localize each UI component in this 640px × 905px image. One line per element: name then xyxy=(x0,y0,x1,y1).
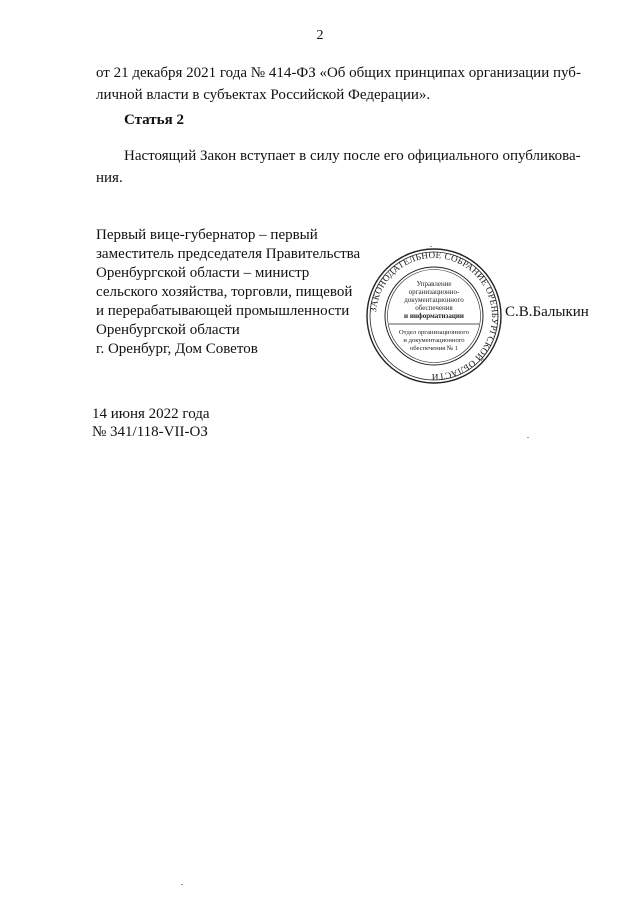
place-of-signing: г. Оренбург, Дом Советов xyxy=(96,341,258,357)
seal-inner-line: Управление xyxy=(416,280,452,288)
seal-inner-line: и документационного xyxy=(403,337,465,344)
intro-paragraph-line-2: личной власти в субъектах Российской Федерации». xyxy=(96,87,431,103)
signatory-title xyxy=(96,226,360,340)
signatory-title-line: Оренбургской области – министр xyxy=(96,265,310,281)
signatory-name: С.В.Балыкин xyxy=(505,304,589,320)
seal-inner-line: обеспечения № 1 xyxy=(409,345,459,352)
seal-inner-line: документационного xyxy=(404,296,464,304)
article-heading: Статья 2 xyxy=(124,112,184,128)
signatory-title-line: и перерабатывающей промышленности xyxy=(96,303,350,319)
seal-inner-line: организационно- xyxy=(408,288,460,296)
seal-inner-line: и информатизации xyxy=(404,312,464,320)
scan-speck xyxy=(527,437,529,438)
scan-speck xyxy=(181,884,183,885)
scan-speck xyxy=(430,246,432,247)
intro-paragraph-line-1: от 21 декабря 2021 года № 414-ФЗ «Об общих принципах организации пуб- xyxy=(96,65,581,81)
signatory-title-line: Оренбургской области xyxy=(96,322,240,338)
article-text-line-2: ния. xyxy=(96,170,123,186)
document-date: 14 июня 2022 года xyxy=(92,406,210,422)
signatory-title-line: Первый вице-губернатор – первый xyxy=(96,227,318,243)
signatory-title-line: сельского хозяйства, торговли, пищевой xyxy=(96,284,353,300)
seal-inner-line: обеспечения xyxy=(415,304,453,312)
document-number: № 341/118-VII-ОЗ xyxy=(92,424,208,440)
signatory-title-line: заместитель председателя Правительства xyxy=(96,246,361,262)
article-text-line-1: Настоящий Закон вступает в силу после его официального опубликова- xyxy=(124,148,581,164)
page-number: 2 xyxy=(316,28,324,43)
official-seal xyxy=(365,247,503,385)
seal-outer-text: ЗАКОНОДАТЕЛЬНОЕ СОБРАНИЕ ОРЕНБУРГСКОЙ ОБЛАСТИ xyxy=(368,249,501,383)
seal-inner-line: Отдел организационного xyxy=(398,329,470,336)
